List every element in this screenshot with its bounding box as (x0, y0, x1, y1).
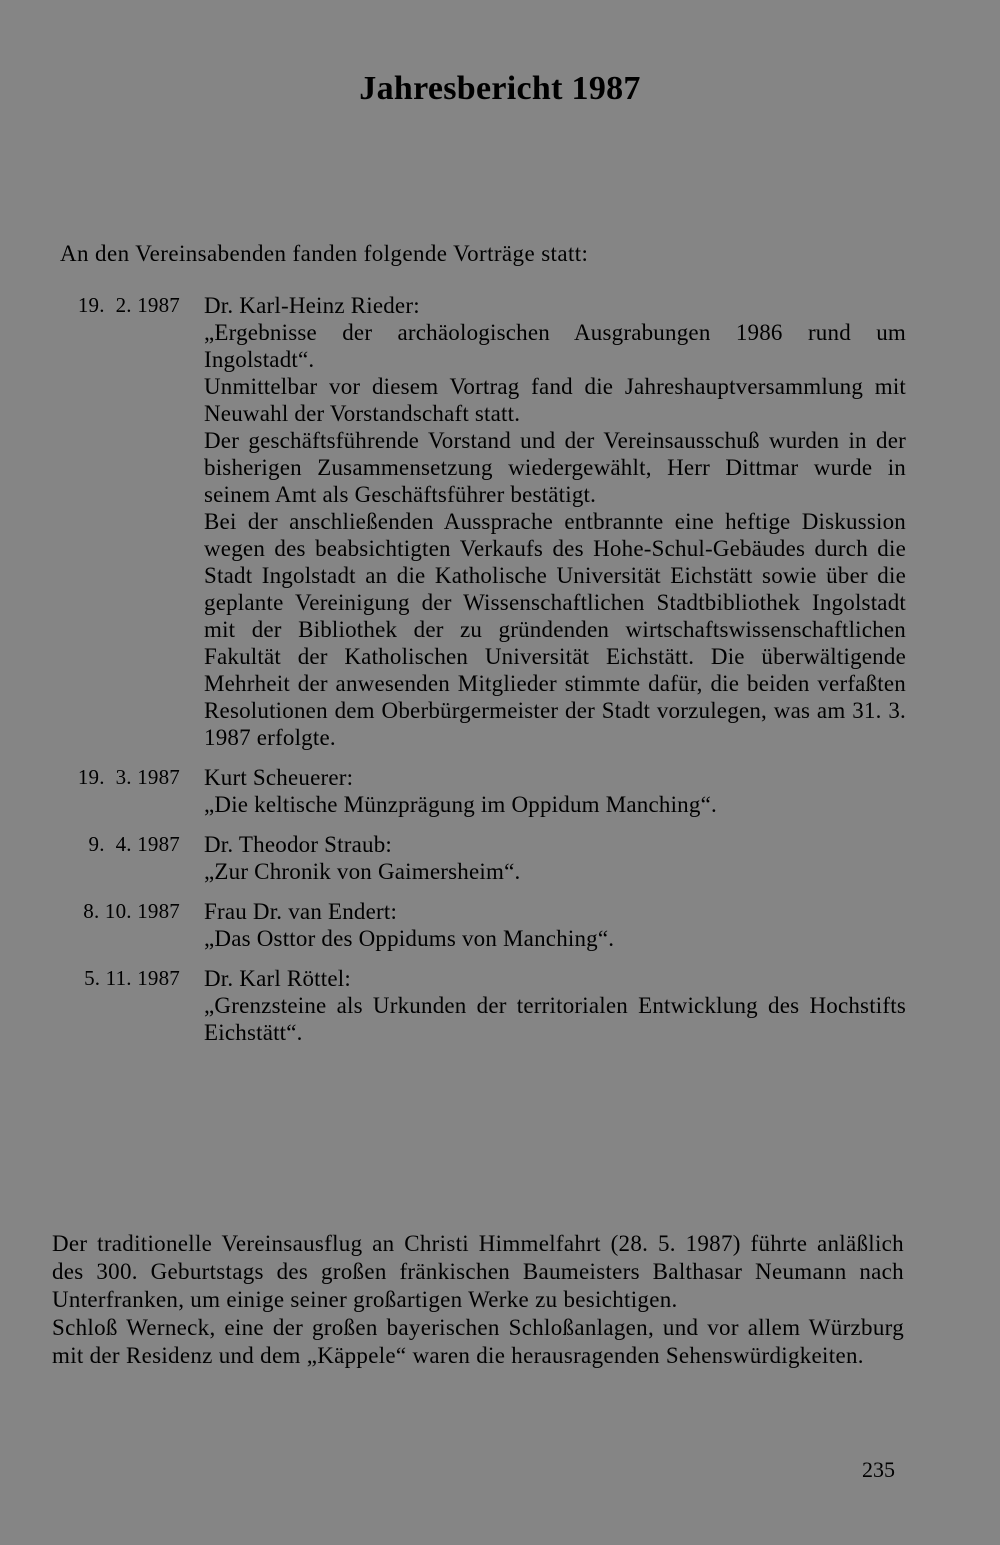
lecture-entry (50, 965, 910, 1046)
lecture-entry (50, 764, 910, 818)
lecture-topic: „Die keltische Münzprägung im Oppidum Manching“. (204, 792, 717, 817)
lecture-topic: „Zur Chronik von Gaimersheim“. (204, 859, 521, 884)
lecture-speaker: Frau Dr. van Endert: (204, 899, 398, 924)
lecture-entry (50, 292, 910, 751)
page-number: 235 (862, 1457, 895, 1482)
lecture-topic: „Ergebnisse der archäologischen Ausgrabungen 1986 rund um Ingolstadt“. (204, 320, 906, 372)
lecture-topic: „Das Osttor des Oppidums von Manching“. (204, 926, 615, 951)
lecture-entry (50, 831, 910, 885)
lecture-body (204, 831, 906, 885)
lecture-entry (50, 898, 910, 952)
lecture-date: 5. 11. 1987 (84, 966, 180, 990)
lecture-speaker: Dr. Karl-Heinz Rieder: (204, 293, 420, 318)
intro-line: An den Vereinsabenden fanden folgende Vorträge statt: (60, 241, 589, 266)
page-title: Jahresbericht 1987 (359, 70, 641, 107)
lecture-date: 19. 3. 1987 (77, 765, 180, 789)
lecture-body (204, 764, 906, 818)
lecture-topic: „Grenzsteine als Urkunden der territorialen Entwicklung des Hochstifts Eichstätt“. (204, 993, 906, 1045)
lecture-date: 8. 10. 1987 (83, 899, 180, 923)
lecture-speaker: Kurt Scheuerer: (204, 765, 354, 790)
lecture-list (50, 292, 910, 1059)
excursion-paragraph: Schloß Werneck, eine der großen bayerischen Schloßanlagen, und vor allem Würzburg mit der Residenz und dem „Käppele“ waren die herausragenden Sehenswürdigkeiten. (52, 1315, 904, 1368)
lecture-date: 19. 2. 1987 (77, 293, 180, 317)
excursion-paragraph: Der traditionelle Vereinsausflug an Christi Himmelfahrt (28. 5. 1987) führte anläßlich des 300. Geburtstags des großen fränkischen Baumeisters Balthasar Neumann nach Unterfranken, um einige seiner großartigen Werke zu besichtigen. (52, 1231, 904, 1312)
excursion-report (52, 1230, 904, 1370)
lecture-body (204, 965, 906, 1046)
lecture-body (204, 292, 906, 751)
lecture-note: Unmittelbar vor diesem Vortrag fand die Jahreshauptversammlung mit Neuwahl der Vorstandschaft statt. (204, 374, 906, 426)
lecture-speaker: Dr. Theodor Straub: (204, 832, 392, 857)
lecture-body (204, 898, 906, 952)
lecture-note: Der geschäftsführende Vorstand und der Vereinsausschuß wurden in der bisherigen Zusammensetzung wiedergewählt, Herr Dittmar wurde in seinem Amt als Geschäftsführer bestätigt. (204, 428, 906, 507)
lecture-date: 9. 4. 1987 (88, 832, 180, 856)
lecture-note: Bei der anschließenden Aussprache entbrannte eine heftige Diskussion wegen des beabsichtigten Verkaufs des Hohe-Schul-Gebäudes durch die Stadt Ingolstadt an die Katholische Universität Eichstätt sowie über die geplante Vereinigung der Wissenschaftlichen Stadtbibliothek Ingolstadt mit der Bibliothek der zu gründenden wirtschaftswissenschaftlichen Fakultät der Katholischen Universität Eichstätt. Die überwältigende Mehrheit der anwesenden Mitglieder stimmte dafür, die beiden verfaßten Resolutionen dem Oberbürgermeister der Stadt vorzulegen, was am 31. 3. 1987 erfolgte. (204, 509, 906, 750)
lecture-speaker: Dr. Karl Röttel: (204, 966, 351, 991)
